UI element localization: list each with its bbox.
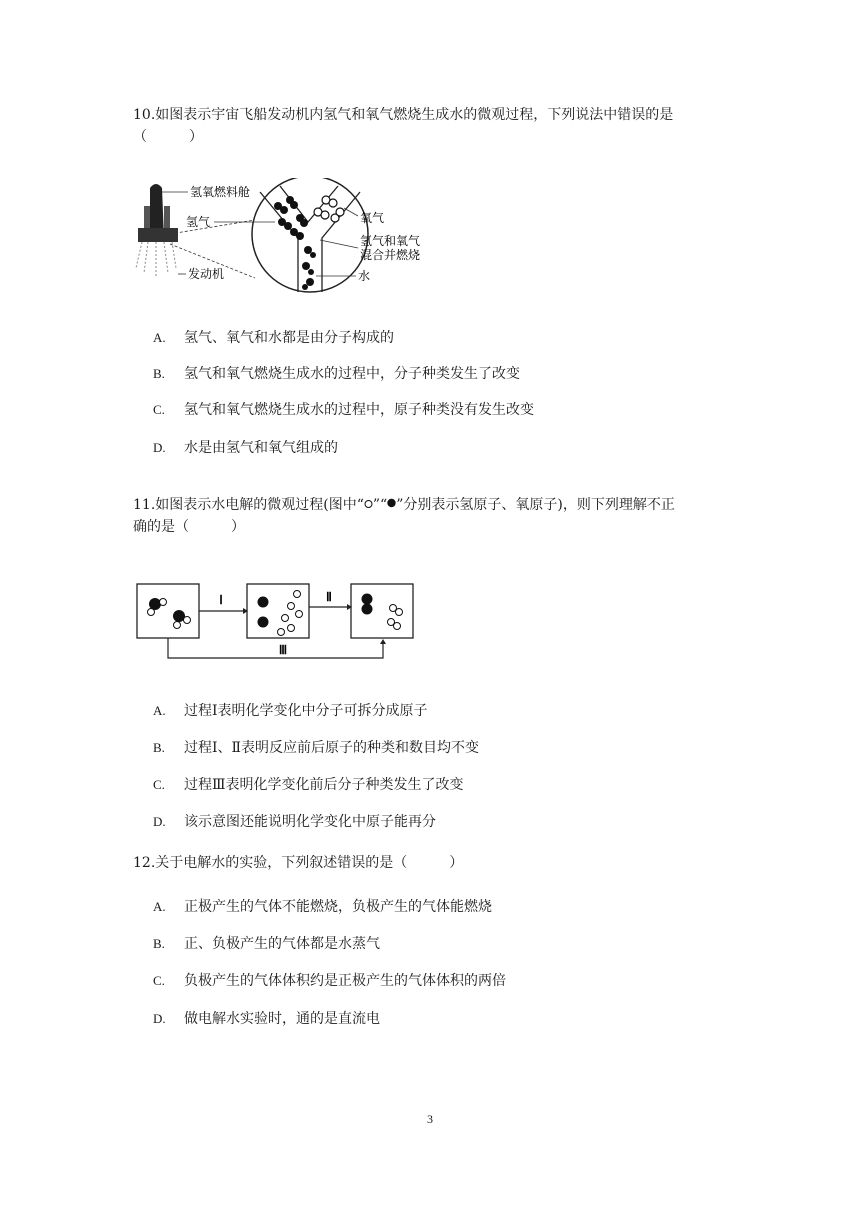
question-10-stem xyxy=(133,104,733,148)
stage-box-3 xyxy=(351,584,413,638)
question-12-stem xyxy=(133,852,733,874)
question-11-stem: 11.如图表示水电解的微观过程(图中“ ”“ ”分别表示氢原子、氧原子)，则下列理解不正 确的是（ ） xyxy=(133,497,675,535)
question-10-option-c[interactable]: C. 氢气和氧气燃烧生成水的过程中，原子种类没有发生改变 xyxy=(153,402,534,418)
question-11-option-a[interactable]: A. 过程Ⅰ表明化学变化中分子可拆分成原子 xyxy=(153,703,428,719)
engine-label: 发动机 xyxy=(188,267,225,281)
hydrogen-label: 氢气 xyxy=(186,215,211,229)
question-10-option-b[interactable]: B. 氢气和氧气燃烧生成水的过程中，分子种类发生了改变 xyxy=(153,366,520,382)
page-number: 3 xyxy=(427,1112,433,1126)
question-11-option-b[interactable]: B. 过程Ⅰ、Ⅱ表明反应前后原子的种类和数目均不变 xyxy=(153,740,480,756)
rocket-icon xyxy=(136,184,178,278)
question-10-option-a[interactable]: A. 氢气、氧气和水都是由分子构成的 xyxy=(153,330,394,346)
rocket-engine-figure xyxy=(130,178,440,303)
stage-box-1 xyxy=(137,584,199,638)
hydrogen-atom-icon xyxy=(364,499,373,509)
question-10-text: 10.如图表示宇宙飞船发动机内氢气和氧气燃烧生成水的微观过程，下列说法中错误的是 xyxy=(133,107,674,123)
question-12-option-d[interactable]: D. 做电解水实验时，通的是直流电 xyxy=(153,1011,380,1027)
water-label: 水 xyxy=(358,269,371,283)
question-10-blank: （ ） xyxy=(133,129,203,145)
question-12-text: 12.关于电解水的实验，下列叙述错误的是（ ） xyxy=(133,855,464,871)
electrolysis-figure xyxy=(135,582,425,664)
question-12-option-a[interactable]: A. 正极产生的气体不能燃烧，负极产生的气体能燃烧 xyxy=(153,899,492,915)
fuel-tank-label: 氢氧燃料舱 xyxy=(190,185,251,199)
question-12-option-c[interactable]: C. 负极产生的气体体积约是正极产生的气体体积的两倍 xyxy=(153,973,506,989)
step-2-label: Ⅱ xyxy=(326,590,332,604)
oxygen-atom-icon xyxy=(387,497,396,509)
step-3-label: Ⅲ xyxy=(278,643,288,657)
step-1-label: Ⅰ xyxy=(219,593,223,607)
question-12-option-b[interactable]: B. 正、负极产生的气体都是水蒸气 xyxy=(153,936,380,952)
mix-label-line1: 氢气和氧气 xyxy=(360,234,421,248)
magnified-view xyxy=(252,178,371,292)
question-11-option-c[interactable]: C. 过程Ⅲ表明化学变化前后分子种类发生了改变 xyxy=(153,777,464,793)
question-10-option-d[interactable]: D. 水是由氢气和氧气组成的 xyxy=(153,440,338,456)
oxygen-label: 氧气 xyxy=(360,211,385,225)
question-11-option-d[interactable]: D. 该示意图还能说明化学变化中原子能再分 xyxy=(153,814,436,830)
mix-label-line2: 混合并燃烧 xyxy=(360,248,421,262)
